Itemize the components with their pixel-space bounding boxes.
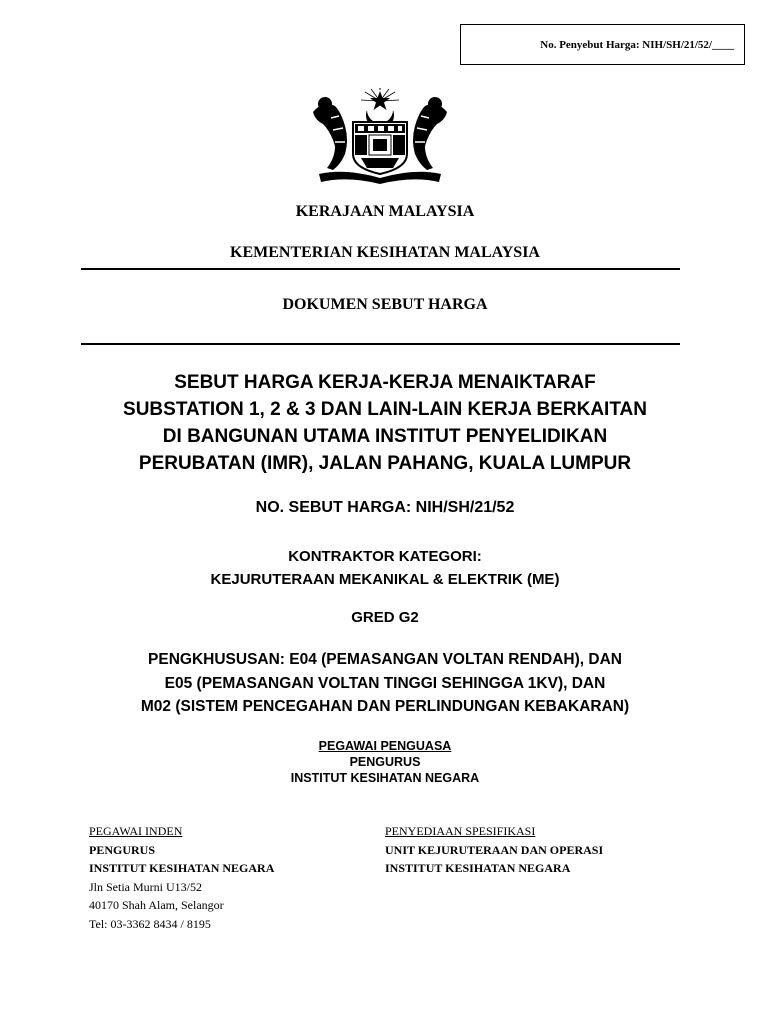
contractor-grade: GRED G2 bbox=[351, 609, 419, 626]
document-type: DOKUMEN SEBUT HARGA bbox=[282, 296, 488, 313]
quotation-number: NO. SEBUT HARGA: NIH/SH/21/52 bbox=[255, 499, 515, 516]
title-line: PERUBATAN (IMR), JALAN PAHANG, KUALA LUMPUR bbox=[138, 453, 632, 474]
phone-line: Tel: 03-3362 8434 / 8195 bbox=[89, 916, 211, 931]
indenting-officer bbox=[89, 822, 274, 933]
title-line: DI BANGUNAN UTAMA INSTITUT PENYELIDIKAN bbox=[162, 426, 608, 447]
specialisation bbox=[0, 648, 770, 719]
contractor-category-label: KONTRAKTOR KATEGORI: bbox=[288, 548, 482, 565]
reference-number-text: No. Penyebut Harga: NIH/SH/21/52/____ bbox=[540, 38, 734, 51]
authorising-officer-title: PENGURUS bbox=[349, 755, 421, 769]
bottom-divider bbox=[81, 343, 680, 345]
authorising-officer-heading: PEGAWAI PENGUASA bbox=[318, 739, 452, 753]
ministry-name: KEMENTERIAN KESIHATAN MALAYSIA bbox=[230, 244, 540, 261]
specification-preparer bbox=[385, 822, 603, 878]
address-line: 40170 Shah Alam, Selangor bbox=[89, 898, 224, 912]
indenting-officer-organisation: INSTITUT KESIHATAN NEGARA bbox=[89, 861, 275, 875]
specification-heading: PENYEDIAAN SPESIFIKASI bbox=[385, 824, 536, 838]
specialisation-line: E05 (PEMASANGAN VOLTAN TINGGI SEHINGGA 1KV), DAN bbox=[164, 674, 606, 692]
quotation-title bbox=[0, 369, 770, 477]
top-divider bbox=[81, 268, 680, 270]
indenting-officer-heading: PEGAWAI INDEN bbox=[89, 824, 183, 838]
address-line: Jln Setia Murni U13/52 bbox=[89, 879, 202, 894]
authorising-officer-organisation: INSTITUT KESIHATAN NEGARA bbox=[290, 771, 480, 785]
specification-organisation: INSTITUT KESIHATAN NEGARA bbox=[385, 861, 571, 875]
title-line: SUBSTATION 1, 2 & 3 DAN LAIN-LAIN KERJA BERKAITAN bbox=[123, 399, 647, 420]
contractor-category-value: KEJURUTERAAN MEKANIKAL & ELEKTRIK (ME) bbox=[210, 571, 560, 588]
specialisation-line: M02 (SISTEM PENCEGAHAN DAN PERLINDUNGAN KEBAKARAN) bbox=[140, 698, 630, 715]
reference-number-box bbox=[460, 24, 745, 65]
title-line: SEBUT HARGA KERJA-KERJA MENAIKTARAF bbox=[174, 372, 596, 393]
indenting-officer-title: PENGURUS bbox=[89, 842, 156, 857]
specialisation-line: PENGKHUSUSAN: E04 (PEMASANGAN VOLTAN RENDAH), DAN bbox=[148, 651, 622, 668]
specification-unit: UNIT KEJURUTERAAN DAN OPERASI bbox=[385, 842, 604, 857]
coat-of-arms-emblem bbox=[305, 88, 455, 184]
government-name: KERAJAAN MALAYSIA bbox=[295, 203, 475, 220]
contractor-category bbox=[0, 545, 770, 591]
authorising-officer bbox=[0, 738, 770, 786]
